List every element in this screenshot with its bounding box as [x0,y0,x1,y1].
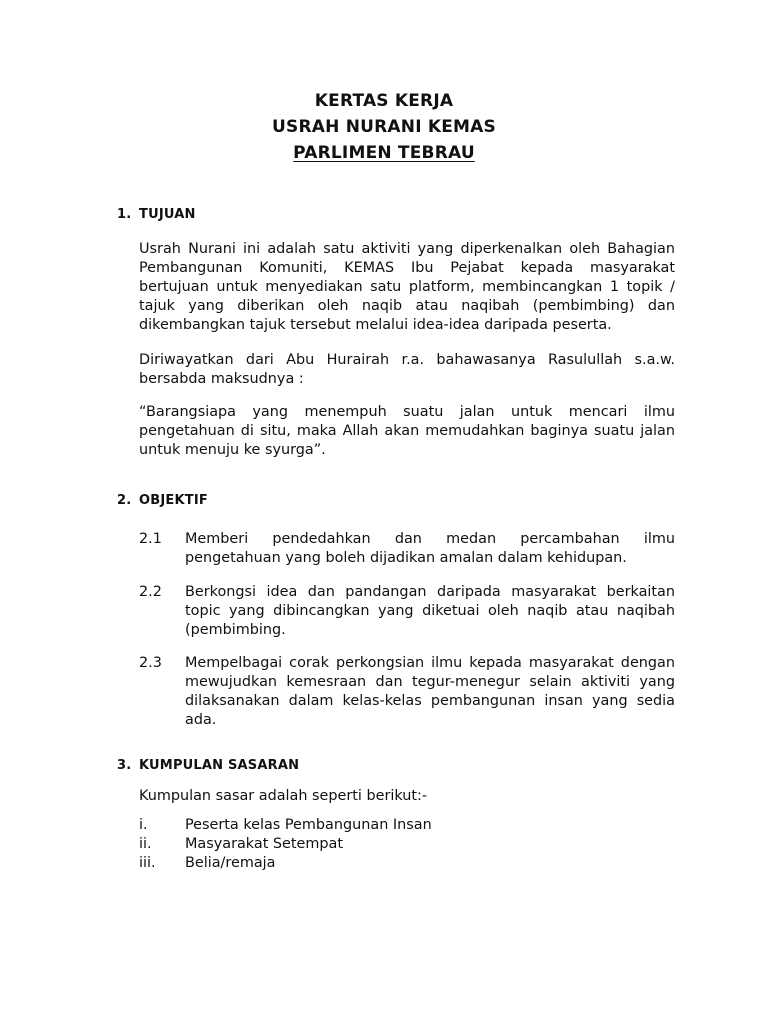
section-2-heading: 2. OBJEKTIF [117,493,208,508]
list-item: ii. Masyarakat Setempat [139,836,344,852]
document-title [0,88,768,166]
section-1-quote: “Barangsiapa yang menempuh suatu jalan untuk mencari ilmu pengetahuan di situ, maka Allah akan memudahkan baginya suatu jalan untuk menuju ke syurga”. [139,404,675,458]
objective-item: 2.1 Memberi pendedahkan dan medan percambahan ilmu pengetahuan yang boleh dijadikan amalan dalam kehidupan. [139,531,675,566]
list-item: i. Peserta kelas Pembangunan Insan [139,817,432,833]
section-1-paragraph-2: Diriwayatkan dari Abu Hurairah r.a. bahawasanya Rasulullah s.a.w. bersabda maksudnya : [139,352,675,387]
title-line-3: PARLIMEN TEBRAU [293,143,475,163]
title-line-1: KERTAS KERJA [314,91,454,111]
section-3-heading: 3. KUMPULAN SASARAN [117,758,300,773]
section-3-intro: Kumpulan sasar adalah seperti berikut:- [139,788,428,804]
list-item: iii. Belia/remaja [139,855,276,871]
section-1-paragraph-1: Usrah Nurani ini adalah satu aktiviti yang diperkenalkan oleh Bahagian Pembangunan Komuniti, KEMAS Ibu Pejabat kepada masyarakat bertujuan untuk menyediakan satu platform, membincangkan 1 topik / tajuk yang diberikan oleh naqib atau naqibah (pembimbing) dan dikembangkan tajuk tersebut melalui idea-idea daripada peserta. [139,241,675,333]
section-1-heading: 1. TUJUAN [117,207,196,222]
objective-item: 2.3 Mempelbagai corak perkongsian ilmu kepada masyarakat dengan mewujudkan kemesraan dan tegur-menegur selain aktiviti yang dilaksanakan dalam kelas-kelas pembangunan insan yang sedia ada. [139,655,675,728]
objective-item: 2.2 Berkongsi idea dan pandangan daripada masyarakat berkaitan topic yang dibincangkan yang diketuai oleh naqib atau naqibah (pembimbing. [139,584,675,638]
title-line-2: USRAH NURANI KEMAS [272,117,496,137]
